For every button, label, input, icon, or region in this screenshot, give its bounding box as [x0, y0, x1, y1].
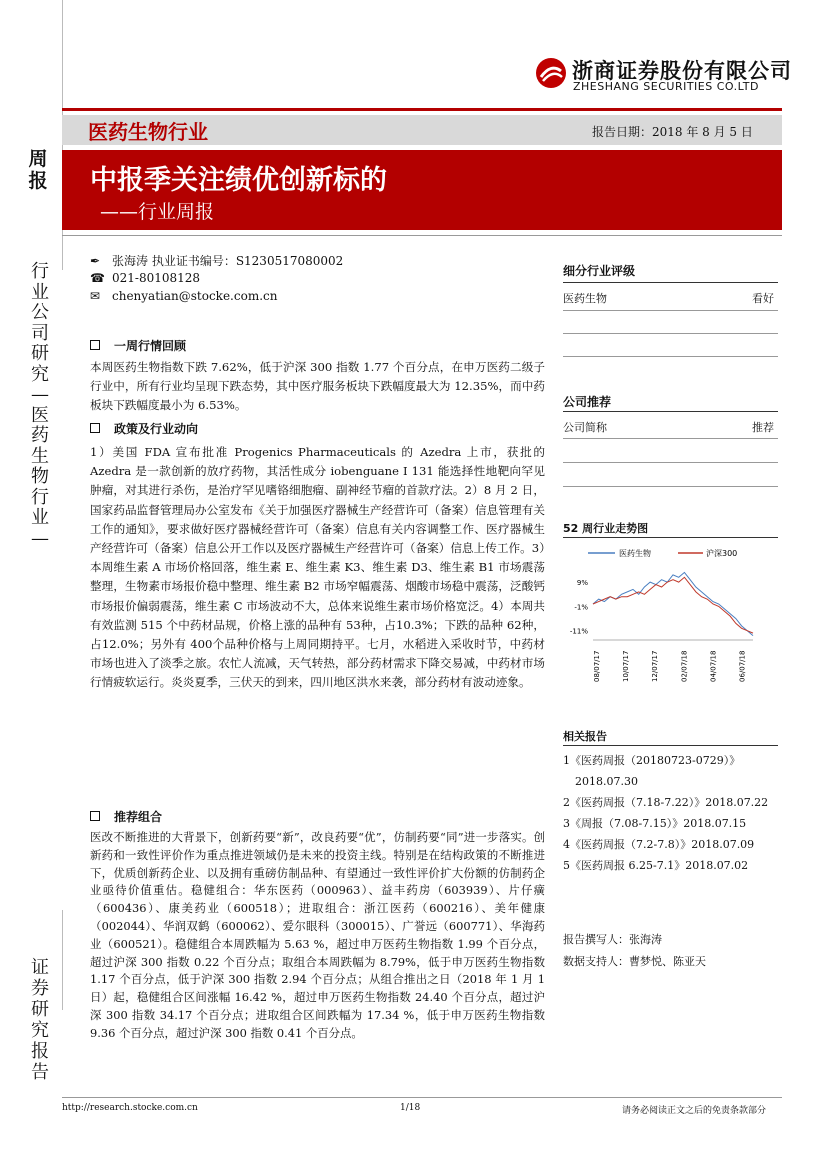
series-line-hs300 — [593, 577, 753, 633]
rating-title: 细分行业评级 — [563, 264, 636, 278]
divider — [563, 282, 778, 283]
section-heading-portfolio: 推荐组合 — [90, 808, 162, 825]
recommend-title: 公司推荐 — [563, 395, 612, 409]
footer-disclaimer: 请务必阅读正文之后的免责条款部分 — [622, 1106, 767, 1116]
section-heading-weekly-review: 一周行情回顾 — [90, 337, 186, 354]
divider — [563, 356, 778, 357]
section-heading-policy: 政策及行业动向 — [90, 420, 198, 437]
side-label-research: 行业公司研究—医药生物行业— — [31, 261, 49, 549]
divider — [563, 486, 778, 487]
side-label-weekly: 周报 — [28, 148, 48, 192]
footer-url[interactable]: http://research.stocke.com.cn — [62, 1103, 198, 1113]
x-tick-label: 06/07/18 — [738, 650, 747, 682]
footer-rule — [62, 1097, 782, 1098]
pen-icon: ✒ — [90, 254, 101, 268]
zheshang-logo-icon — [535, 57, 567, 89]
x-tick-label: 02/07/18 — [680, 650, 689, 682]
industry-label: 医药生物行业 — [88, 120, 208, 144]
related-item[interactable]: 3《周报（7.08-7.15）》2018.07.15 — [563, 817, 747, 830]
contact-email[interactable]: ✉ chenyatian@stocke.com.cn — [90, 289, 278, 303]
divider — [563, 411, 778, 412]
divider — [62, 235, 782, 236]
related-item[interactable]: 1《医药周报（20180723-0729）》 — [563, 754, 741, 767]
x-tick-label: 04/07/18 — [709, 650, 718, 682]
related-list — [563, 750, 778, 876]
page-number: 1/18 — [400, 1103, 421, 1113]
divider — [563, 310, 778, 311]
related-item[interactable]: 4《医药周报（7.2-7.8）》2018.07.09 — [563, 838, 755, 851]
recommend-col-company: 公司简称 — [563, 421, 607, 434]
legend-label-pharma: 医药生物 — [619, 549, 651, 558]
chart-title: 52 周行业走势图 — [563, 522, 649, 535]
page-title: 中报季关注绩优创新标的 — [90, 165, 387, 196]
rating-value: 看好 — [752, 292, 774, 305]
trend-chart — [563, 540, 778, 700]
company-name-cn: 浙商证券股份有限公司 — [572, 58, 792, 83]
related-item-date: 2018.07.30 — [575, 775, 638, 788]
policy-text: 1）美国 FDA 宣布批准 Progenics Pharmaceuticals 的 Azedra 上市，获批的 Azedra 是一款创新的放疗药物，其活性成分 iobenguane I 131 能选择性地靶向罕见肿瘤，对其进行杀伤，是治疗罕见嗜铬细胞瘤、副神经节瘤的首款疗法。2）8 月 2 日，国家药品监督管理局办公室发布《关于加强医疗器械生产经营许可（备案）信息管理有关工作的通知》，要求做好医疗器械经营许可（备案）信息有关内容调整工作、医疗器械生产经营许可（备案）信息公开工作以及医疗器械生产经营许可（备案）信息上传工作。3）本周维生素 A 市场价格回落，维生素 E、维生素 K3、维生素 D3、维生素 B1 市场震荡整理，生物素市场报价稳中整理、维生素 B2 市场窄幅震荡、烟酸市场稳中震荡，泛酸钙市场报价偏弱震荡，维生素 C 市场波动不大，总体来说维生素市场价格宽泛。4）本周共有效监测 515 个中药材品规，价格上涨的品种有 53种，占10.3%；下跌的品种 62种，占12.0%；另外有 400个品种价格与上周同期持平。七月，水稻进入采收时节，中药材市场也进入了淡季之旅。农忙人流减，天气转热，部分药材需求下降交易减，中药材市场行情疲软运行。炎炎夏季，三伏天的到来，四川地区洪水来袭，部分药材有波动迹象。 — [90, 445, 545, 690]
data-support: 数据支持人：曹梦悦、陈亚天 — [563, 955, 706, 968]
divider — [563, 462, 778, 463]
x-tick-label: 12/07/17 — [651, 650, 660, 682]
report-writer: 报告撰写人：张海涛 — [563, 933, 662, 946]
y-tick-label: -11% — [569, 627, 588, 636]
y-tick-label: -1% — [574, 603, 588, 612]
contact-analyst: ✒ 张海涛 执业证书编号：S1230517080002 — [90, 254, 344, 268]
related-title: 相关报告 — [563, 730, 607, 743]
y-tick-label: 9% — [576, 579, 588, 588]
x-tick-label: 08/07/17 — [593, 650, 601, 682]
checkbox-bullet-icon — [90, 811, 100, 821]
left-border-line-lower — [62, 910, 63, 1010]
phone-icon: ☎ — [90, 271, 105, 285]
recommend-col-rec: 推荐 — [752, 421, 774, 434]
series-line-pharma — [593, 572, 753, 635]
divider — [563, 745, 778, 746]
page-subtitle: ——行业周报 — [100, 201, 215, 223]
portfolio-text: 医改不断推进的大背景下，创新药要“新”，改良药要“优”，仿制药要“同”进一步落实。创新药和一致性评价作为重点推进领域仍是未来的投资主线。特别是在结构政策的不断推进下，优质创新药企业、以及拥有重磅仿制品种、有望通过一致性评价扩大份额的仿制药企业亟待价值重估。稳健组合：华东医药（000963）、益丰药房（603939）、片仔癀（600436）、康美药业（600518）；进取组合：浙江医药（600216）、美年健康（002044）、华润双鹤（600062）、爱尔眼科（300015）、广誉远（600771）、华海药业（600521）。稳健组合本周跌幅为 5.63 %，超过申万医药生物指数 1.99 个百分点，超过沪深 300 指数 0.22 个百分点；取组合本周跌幅为 8.79%，低于申万医药生物指数 1.17 个百分点，低于沪深 300 指数 2.94 个百分点；从组合推出之日（2018 年 1 月 1 日）起，稳健组合区间涨幅 16.42 %，超过申万医药生物指数 24.40 个百分点，超过沪深 300 指数 34.17 个百分点；进取组合区间跌幅为 17.34 %，低于申万医药生物指数 9.36 个百分点，超过沪深 300 指数 0.41 个百分点。 — [90, 830, 545, 1040]
mail-icon: ✉ — [90, 289, 101, 303]
divider — [563, 537, 778, 538]
side-label-securities: 证券研究报告 — [31, 957, 49, 1083]
contact-phone: ☎ 021-80108128 — [90, 271, 201, 285]
report-date: 报告日期：2018 年 8 月 5 日 — [592, 125, 753, 139]
header-rule — [62, 108, 782, 111]
checkbox-bullet-icon — [90, 423, 100, 433]
x-tick-label: 10/07/17 — [622, 650, 631, 682]
weekly-review-text: 本周医药生物指数下跌 7.62%，低于沪深 300 指数 1.77 个百分点，在申万医药二级子行业中，所有行业均呈现下跌态势，其中医疗服务板块下跌幅度最大为 12.35%，而中药板块下跌幅度最小为 6.53%。 — [90, 360, 545, 413]
rating-industry: 医药生物 — [563, 292, 607, 305]
divider — [563, 438, 778, 439]
company-name-en: ZHESHANG SECURITIES CO.LTD — [573, 80, 759, 93]
divider — [563, 333, 778, 334]
related-item[interactable]: 5《医药周报 6.25-7.1》2018.07.02 — [563, 859, 749, 872]
checkbox-bullet-icon — [90, 340, 100, 350]
related-item[interactable]: 2《医药周报（7.18-7.22）》2018.07.22 — [563, 796, 769, 809]
legend-label-hs300: 沪深300 — [706, 549, 738, 558]
